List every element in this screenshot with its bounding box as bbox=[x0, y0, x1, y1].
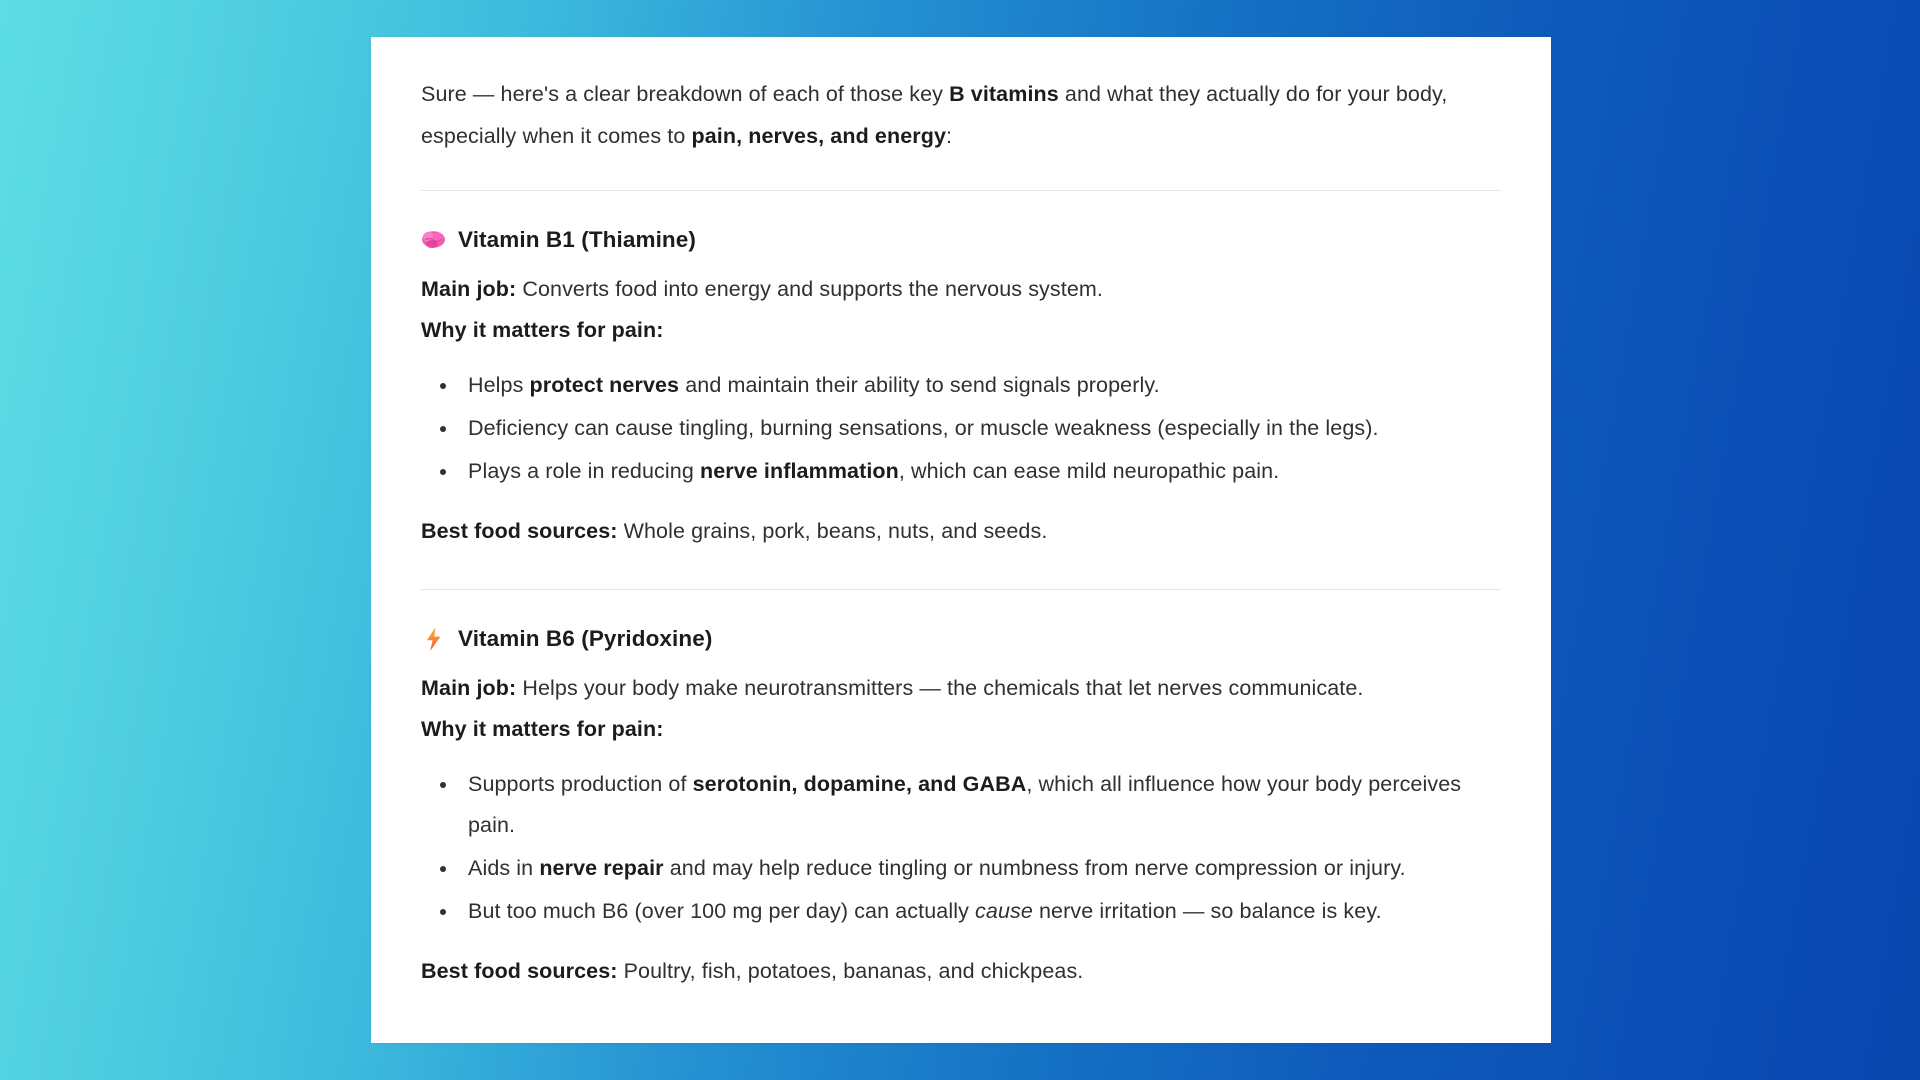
b6-bullet-2-post: and may help reduce tingling or numbness from nerve compression or injury. bbox=[663, 856, 1406, 880]
intro-paragraph bbox=[421, 67, 1501, 157]
b6-why-label-text: Why it matters for pain: bbox=[421, 717, 664, 741]
b6-bullet-1-bold: serotonin, dopamine, and GABA bbox=[692, 772, 1027, 796]
b1-bullet-3-post: , which can ease mild neuropathic pain. bbox=[898, 459, 1280, 483]
b1-bullet-1-pre: Helps bbox=[468, 373, 530, 397]
b6-bullet-1-post: , which all influence how your body perceives pain. bbox=[468, 772, 1462, 837]
b1-bullet-1-post: and maintain their ability to send signals properly. bbox=[679, 373, 1160, 397]
b1-main-job-label: Main job: bbox=[421, 277, 517, 301]
section-b6-title: Vitamin B6 (Pyridoxine) bbox=[458, 626, 713, 651]
list-item bbox=[421, 365, 1491, 406]
b1-food-text: Whole grains, pork, beans, nuts, and seeds. bbox=[617, 519, 1048, 543]
b1-main-job-text: Converts food into energy and supports the nervous system. bbox=[516, 277, 1103, 301]
intro-text-3: : bbox=[946, 124, 953, 148]
b6-food-text: Poultry, fish, potatoes, bananas, and chickpeas. bbox=[617, 959, 1084, 983]
section-vitamin-b1 bbox=[421, 191, 1501, 552]
list-item bbox=[421, 891, 1491, 932]
b6-food-label: Best food sources: bbox=[421, 959, 618, 983]
list-item bbox=[421, 848, 1491, 889]
b6-main-job-label: Main job: bbox=[421, 676, 517, 700]
b1-bullet-3-pre: Plays a role in reducing bbox=[468, 459, 700, 483]
b1-why-label-text: Why it matters for pain: bbox=[421, 318, 664, 342]
b1-bullet-list bbox=[421, 365, 1501, 492]
section-b1-title: Vitamin B1 (Thiamine) bbox=[458, 227, 696, 252]
b1-bullet-1-bold: protect nerves bbox=[529, 373, 680, 397]
b6-main-job bbox=[421, 668, 1501, 709]
b6-food-sources bbox=[421, 934, 1501, 992]
intro-bold-pain-nerves-energy: pain, nerves, and energy bbox=[691, 124, 947, 148]
list-item bbox=[421, 451, 1491, 492]
b6-bullet-2-bold: nerve repair bbox=[539, 856, 664, 880]
card-content bbox=[371, 37, 1551, 992]
b6-bullet-1-pre: Supports production of bbox=[468, 772, 693, 796]
b1-bullet-2-pre: Deficiency can cause tingling, burning sensations, or muscle weakness (especially in the legs). bbox=[468, 416, 1379, 440]
lightning-bolt-icon bbox=[421, 626, 447, 652]
intro-text-1: Sure — here's a clear breakdown of each of those key bbox=[421, 82, 950, 106]
b6-why-matters-label bbox=[421, 709, 1501, 750]
b1-why-matters-label bbox=[421, 310, 1501, 351]
b6-main-job-text: Helps your body make neurotransmitters — the chemicals that let nerves communicate. bbox=[516, 676, 1364, 700]
b6-bullet-3-italic: cause bbox=[975, 899, 1033, 923]
section-vitamin-b6 bbox=[421, 590, 1501, 992]
b6-bullet-3-pre: But too much B6 (over 100 mg per day) can actually bbox=[468, 899, 976, 923]
b1-main-job bbox=[421, 269, 1501, 310]
section-b1-heading bbox=[421, 217, 1501, 269]
list-item bbox=[421, 408, 1491, 449]
b1-bullet-3-bold: nerve inflammation bbox=[699, 459, 899, 483]
section-b6-heading bbox=[421, 616, 1501, 668]
intro-bold-b-vitamins: B vitamins bbox=[949, 82, 1059, 106]
brain-icon bbox=[421, 227, 447, 253]
b6-bullet-3-post: nerve irritation — so balance is key. bbox=[1032, 899, 1382, 923]
answer-card bbox=[371, 37, 1551, 1043]
b1-food-label: Best food sources: bbox=[421, 519, 618, 543]
b6-bullet-2-pre: Aids in bbox=[468, 856, 540, 880]
b1-food-sources bbox=[421, 494, 1501, 552]
b6-bullet-list bbox=[421, 764, 1501, 932]
list-item bbox=[421, 764, 1491, 846]
intro-text-2: and what they actually do for your body, especially when it comes to bbox=[421, 82, 1448, 148]
